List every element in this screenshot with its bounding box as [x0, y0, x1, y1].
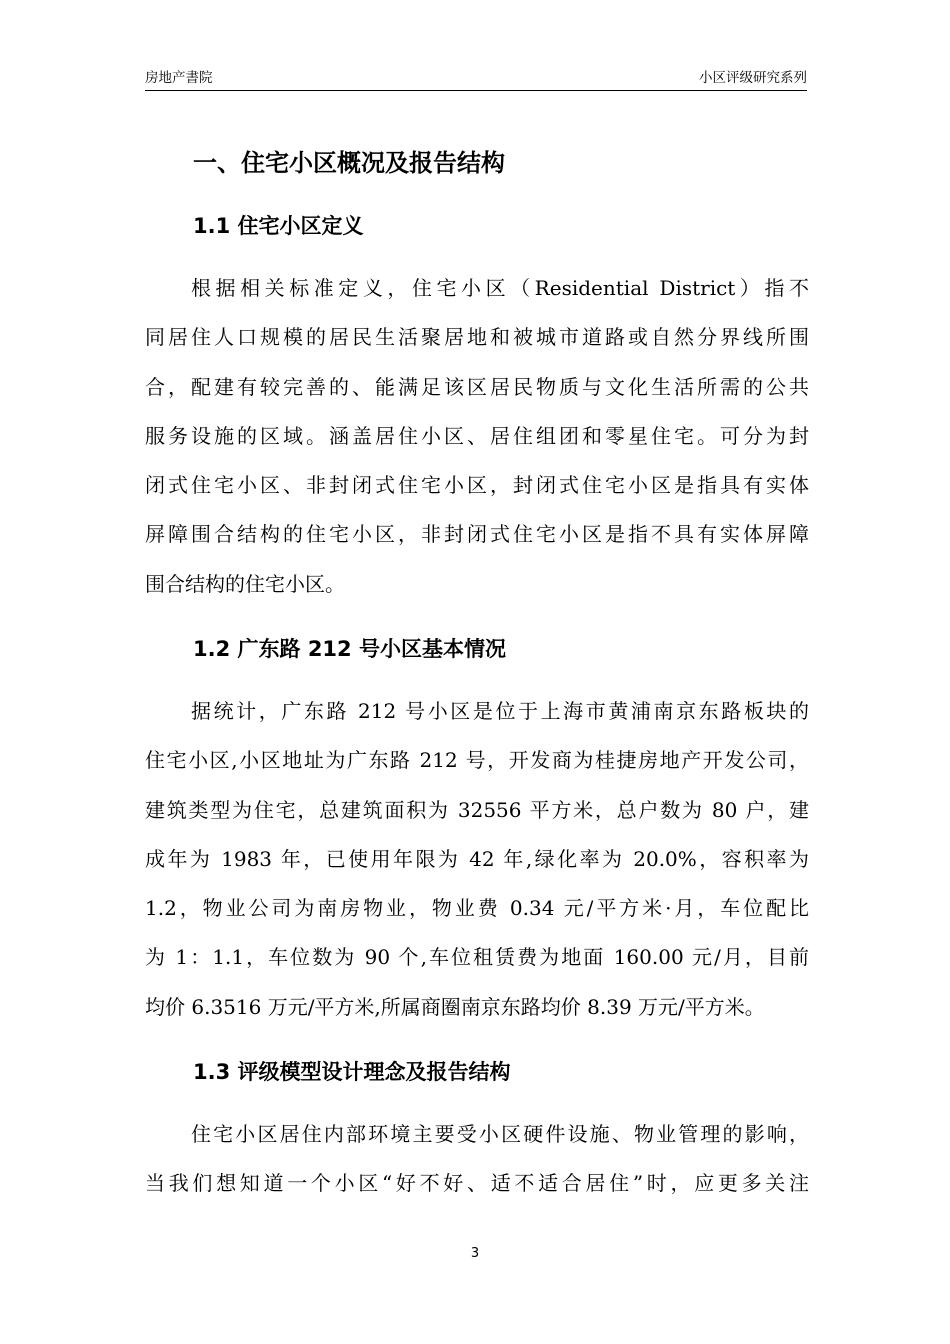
section-1-3-paragraph	[145, 1110, 809, 1209]
paragraph-line: 根据相关标准定义，住宅小区（Residential District）指不	[191, 276, 809, 300]
paragraph-line: 成年为 1983 年，已使用年限为 42 年,绿化率为 20.0%，容积率为	[145, 846, 809, 871]
paragraph-line: 住宅小区居住内部环境主要受小区硬件设施、物业管理的影响，	[191, 1122, 809, 1146]
paragraph-line: 服务设施的区域。涵盖居住小区、居住组团和零星住宅。可分为封	[145, 423, 809, 448]
paragraph-line: 当我们想知道一个小区“好不好、适不适合居住”时，应更多关注	[145, 1171, 809, 1196]
paragraph-line: 建筑类型为住宅，总建筑面积为 32556 平方米，总户数为 80 户，建	[145, 797, 809, 822]
section-1-3-heading: 1.3 评级模型设计理念及报告结构	[193, 1060, 511, 1084]
paragraph-line: 均价 6.3516 万元/平方米,所属商圈南京东路均价 8.39 万元/平方米。	[145, 994, 765, 1019]
section-1-2-paragraph	[145, 687, 809, 1032]
paragraph-line: 围合结构的住宅小区。	[145, 571, 345, 596]
section-1-1-heading: 1.1 住宅小区定义	[193, 214, 364, 238]
header-publisher: 房地产書院	[145, 70, 213, 86]
paragraph-line: 住宅小区,小区地址为广东路 212 号，开发商为桂捷房地产开发公司，	[145, 748, 809, 773]
chapter-title: 一、住宅小区概况及报告结构	[193, 149, 505, 177]
paragraph-line: 闭式住宅小区、非封闭式住宅小区，封闭式住宅小区是指具有实体	[145, 473, 809, 498]
paragraph-line: 据统计，广东路 212 号小区是位于上海市黄浦南京东路板块的	[191, 699, 809, 723]
section-1-1-paragraph	[145, 264, 809, 609]
page-header	[145, 66, 807, 91]
paragraph-line: 1.2，物业公司为南房物业，物业费 0.34 元/平方米·月，车位配比	[145, 896, 809, 921]
header-series-title: 小区评级研究系列	[699, 70, 807, 86]
paragraph-line: 同居住人口规模的居民生活聚居地和被城市道路或自然分界线所围	[145, 325, 809, 350]
paragraph-line: 屏障围合结构的住宅小区，非封闭式住宅小区是指不具有实体屏障	[145, 522, 809, 547]
section-1-2-heading: 1.2 广东路 212 号小区基本情况	[193, 637, 506, 661]
paragraph-line: 为 1：1.1，车位数为 90 个,车位租赁费为地面 160.00 元/月，目前	[145, 945, 809, 970]
page-number: 3	[470, 1246, 480, 1261]
paragraph-line: 合，配建有较完善的、能满足该区居民物质与文化生活所需的公共	[145, 374, 809, 399]
